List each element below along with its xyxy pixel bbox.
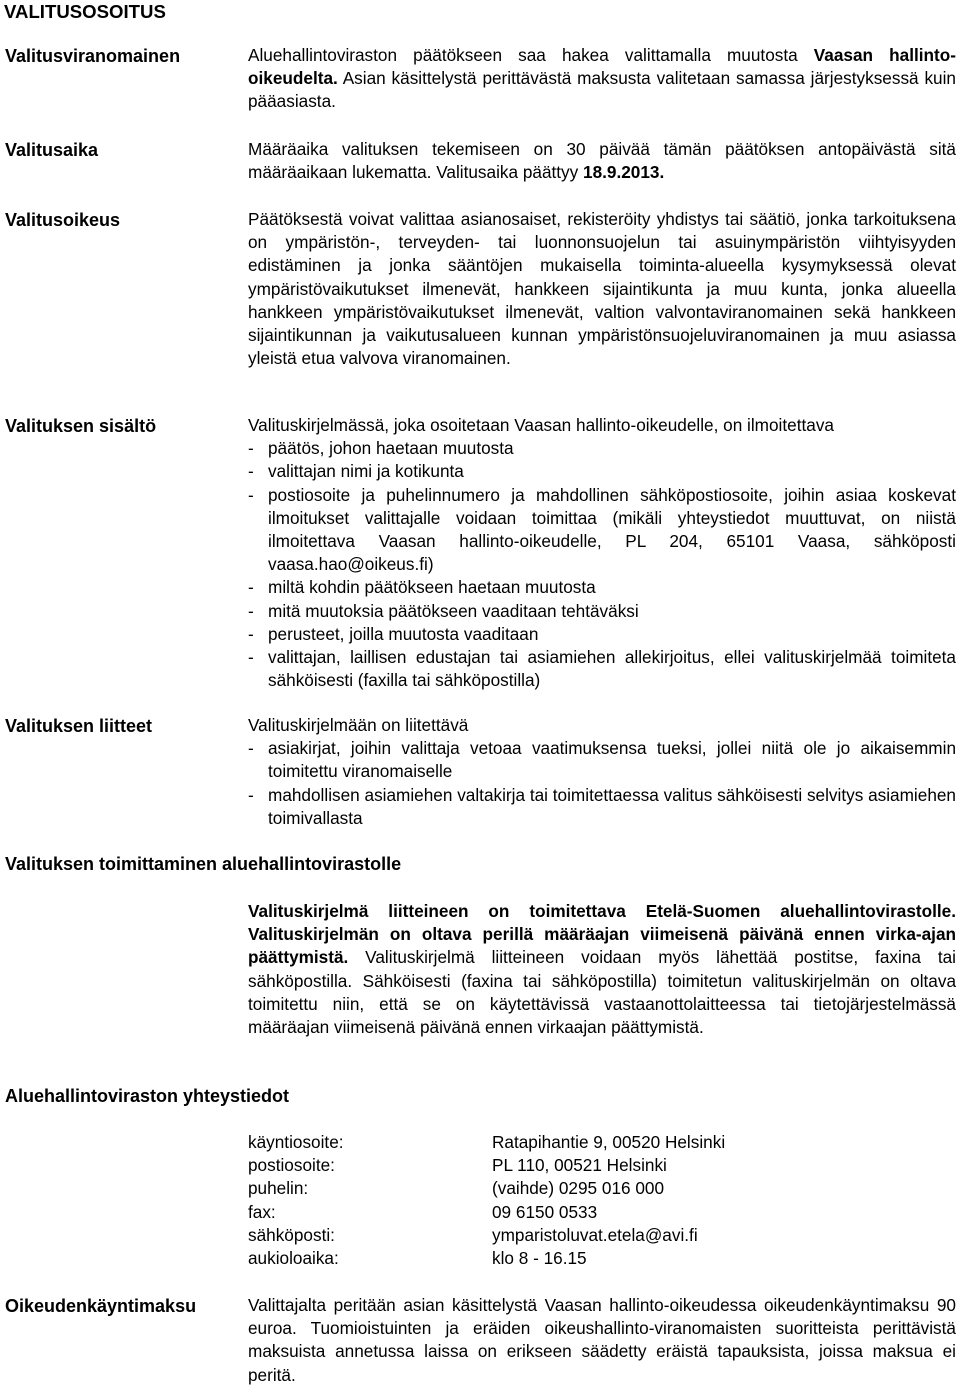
contact-row: [248, 1247, 956, 1270]
label-valituksen-toimittaminen: Valituksen toimittaminen aluehallintovirastolle: [5, 854, 402, 874]
section-valituksen-sisalto: [248, 414, 956, 692]
toimittaminen-bold-a: Valituskirjelmä liitteineen on toimitettava Etelä-Suomen aluehallintovirastolle.: [248, 901, 956, 921]
toimittaminen-text: Valituskirjelmä liitteineen voidaan myös lähettää postitse, faxina tai sähköpostilla. Sähköisesti (faxina tai sähköpostilla) toimitetun valituskirjelmän on oltava toimitettu niin, että se on käytettävissä vastaanottolaitteessa tai tietojärjestelmässä määräajan viimeisenä päivänä ennen virkaajan päättymistä.: [248, 947, 956, 1038]
sisalto-intro: Valituskirjelmässä, joka osoitetaan Vaasan hallinto-oikeudelle, on ilmoitettava: [248, 415, 834, 435]
contact-key: käyntiosoite:: [248, 1132, 344, 1152]
text-valituksen-toimittaminen: [248, 900, 956, 1039]
text-valitusviranomainen-court: Vaasan hallinto-oikeudelta.: [248, 45, 956, 89]
sisalto-list: [248, 437, 956, 692]
text-valitusaika-date: 18.9.2013.: [583, 162, 665, 183]
text-valitusaika-a: Määräaika valituksen tekemiseen on 30 päivää tämän päätöksen antopäivästä sitä määräaikaan lukematta. Valitusaika päättyy: [248, 139, 956, 183]
document-title: VALITUSOSOITUS: [4, 1, 166, 22]
text-valitusoikeus: Päätöksestä voivat valittaa asianosaiset, rekisteröity yhdistys tai säätiö, jonka tarkoituksena on ympäristön-, terveyden- tai luonnonsuojelun tai asuinympäristön viihtyisyyden edistäminen ja jonka sääntöjen mukaisella toiminta-alueella kysymyksessä olevat ympäristövaikutukset ilmenevät, hankkeen sijaintikunta ja muu kunta, jonka alueella hankkeen ympäristövaikutukset ilmenevät, valtion valvontaviranomainen sekä hankkeen sijaintikunnan ja vaikutusalueen kunnan ympäristönsuojeluviranomainen ja muu asiassa yleistä etua valvova viranomainen.: [248, 209, 956, 369]
label-valitusviranomainen: Valitusviranomainen: [5, 46, 181, 66]
contact-table: [248, 1131, 956, 1270]
contact-key: puhelin:: [248, 1178, 309, 1199]
label-valitusaika: Valitusaika: [5, 140, 99, 160]
list-item: - asiakirjat, joihin valittaja vetoaa vaatimuksensa tueksi, jollei niitä ole jo aikaisemmin toimitettu viranomaiselle: [248, 737, 956, 783]
contact-key: postiosoite:: [248, 1155, 335, 1176]
list-item: - mitä muutoksia päätökseen vaaditaan tehtäväksi: [248, 600, 956, 623]
toimittaminen-bold-b: Valituskirjelmän on oltava perillä määräajan viimeisenä päivänä ennen virka-ajan päättymistä.: [248, 924, 956, 968]
text-valitusaika: [248, 138, 956, 184]
text-oikeudenkayntimaksu: Valittajalta peritään asian käsittelystä Vaasan hallinto-oikeudessa oikeudenkäyntimaksu 90 euroa. Tuomioistuinten ja eräiden oikeushallinto-viranomaisten suoritteista perittävistä maksuista annetussa laissa on erikseen säädetty eräistä tapauksista, joissa maksua ei peritä.: [248, 1295, 956, 1385]
list-item: - perusteet, joilla muutosta vaaditaan: [248, 623, 956, 646]
contact-row: [248, 1131, 956, 1154]
label-valitusoikeus: Valitusoikeus: [5, 210, 121, 230]
label-yhteystiedot: Aluehallintoviraston yhteystiedot: [5, 1086, 290, 1106]
contact-value: 09 6150 0533: [492, 1201, 598, 1222]
list-item: - päätös, johon haetaan muutosta: [248, 437, 956, 460]
label-valituksen-sisalto: Valituksen sisältö: [5, 416, 157, 436]
list-item: - mahdollisen asiamiehen valtakirja tai toimitettaessa valitus sähköisesti selvitys asiamiehen toimivallasta: [248, 784, 956, 830]
liitteet-list: [248, 737, 956, 830]
contact-value: Ratapihantie 9, 00520 Helsinki: [492, 1132, 726, 1152]
contact-value: klo 8 - 16.15: [492, 1247, 587, 1268]
contact-row: [248, 1201, 956, 1224]
list-item: - miltä kohdin päätökseen haetaan muutosta: [248, 576, 956, 599]
contact-key: fax:: [248, 1201, 276, 1222]
contact-row: [248, 1224, 956, 1247]
contact-value: (vaihde) 0295 016 000: [492, 1178, 665, 1199]
contact-row: [248, 1154, 956, 1177]
text-valitusviranomainen-c: Asian käsittelystä perittävästä maksusta valitetaan samassa järjestyksessä kuin pääasiasta.: [248, 68, 956, 112]
contact-row: [248, 1177, 956, 1200]
text-valitusviranomainen-a: Aluehallintoviraston päätökseen saa hakea valittamalla muutosta: [248, 45, 814, 65]
contact-key: aukioloaika:: [248, 1247, 339, 1268]
list-item: - valittajan, laillisen edustajan tai asiamiehen allekirjoitus, ellei valituskirjelmää toimiteta sähköisesti (faxilla tai sähköpostilla): [248, 646, 956, 692]
label-oikeudenkayntimaksu: Oikeudenkäyntimaksu: [5, 1296, 197, 1316]
contact-email: ymparistoluvat.etela@avi.fi: [492, 1224, 698, 1245]
text-valitusviranomainen: [248, 44, 956, 114]
list-item: - postiosoite ja puhelinnumero ja mahdollinen sähköpostiosoite, joihin asiaa koskevat ilmoitukset valittajalle voidaan toimittaa (mikäli yhteystiedot muuttuvat, on niistä ilmoitettava Vaasan hallinto-oikeudelle, PL 204, 65101 Vaasa, sähköposti vaasa.hao@oikeus.fi): [248, 484, 956, 577]
label-valituksen-liitteet: Valituksen liitteet: [5, 716, 153, 736]
list-item: - valittajan nimi ja kotikunta: [248, 460, 956, 483]
contact-key: sähköposti:: [248, 1224, 335, 1245]
section-valituksen-liitteet: [248, 714, 956, 830]
liitteet-intro: Valituskirjelmään on liitettävä: [248, 715, 469, 735]
contact-value: PL 110, 00521 Helsinki: [492, 1155, 667, 1176]
